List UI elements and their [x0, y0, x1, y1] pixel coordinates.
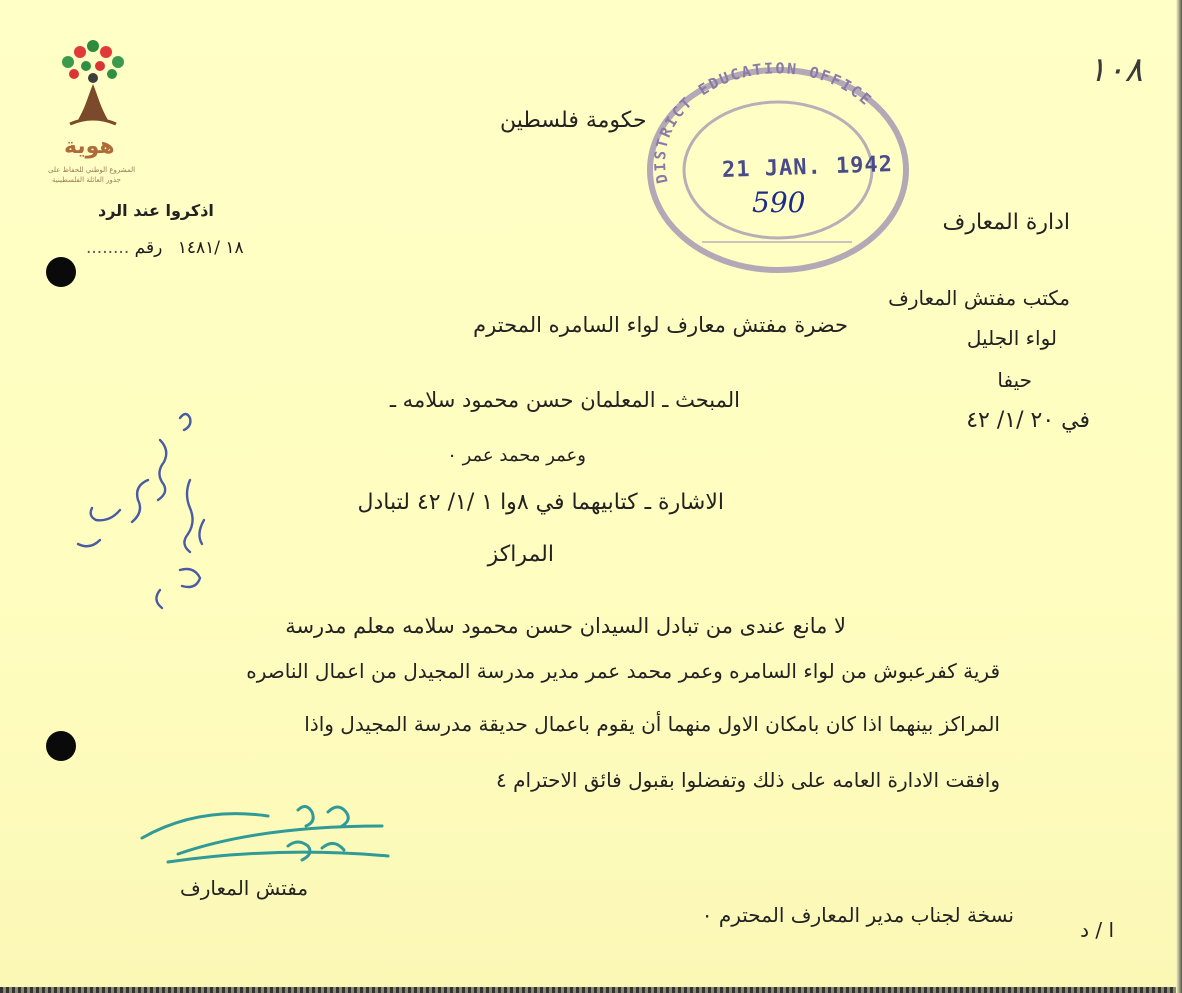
- folio-number: ١٠٨: [1088, 50, 1143, 90]
- initials: ا / د: [1080, 918, 1114, 942]
- reference-line-1: الاشارة ـ كتابيهما في ٨وا ١ /١/ ٤٢ لتبادل: [357, 490, 724, 515]
- body-line-4: وافقت الادارة العامه على ذلك وتفضلوا بقبول فائق الاحترام ٤: [496, 768, 1000, 792]
- body-line-2: قرية كفرعبوش من لواء السامره وعمر محمد عمر مدير مدرسة المجيدل من اعمال الناصره: [246, 659, 1000, 683]
- reference-number-value: ١٨ /١٤٨١: [177, 238, 244, 258]
- reference-dots: ........: [86, 238, 130, 258]
- logo-tagline-1: المشروع الوطني للحفاظ على: [48, 166, 136, 174]
- reply-note: اذكروا عند الرد: [98, 201, 214, 220]
- logo-name: هوية: [64, 134, 115, 159]
- reference-number-label: رقم: [134, 238, 163, 258]
- department-name: ادارة المعارف: [942, 210, 1070, 235]
- signature-title: مفتش المعارف: [180, 876, 309, 900]
- body-line-3: المراكز بينهما اذا كان بامكان الاول منهما أن يقوم باعمال حديقة مدرسة المجيدل واذا: [304, 712, 1000, 736]
- stamp-date: 21 JAN. 1942: [721, 152, 894, 183]
- subject-line-2: وعمر محمد عمر ٠: [447, 445, 586, 466]
- logo-tagline-2: جذور العائلة الفلسطينية: [52, 176, 121, 184]
- punch-hole-bottom: [46, 731, 76, 761]
- office-district: لواء الجليل: [966, 326, 1057, 350]
- logo: [48, 34, 138, 194]
- stamp-arc-text: DISTRICT EDUCATION OFFICE: [650, 62, 876, 186]
- marginal-handwritten-note: [40, 400, 220, 620]
- copy-note: نسخة لجناب مدير المعارف المحترم ٠: [701, 903, 1014, 927]
- scan-right-edge: [1176, 0, 1182, 993]
- government-title: حكومة فلسطين: [500, 108, 647, 133]
- body-line-1: لا مانع عندى من تبادل السيدان حسن محمود سلامه معلم مدرسة: [285, 614, 846, 638]
- letter-date: في ٢٠ /١/ ٤٢: [966, 408, 1090, 433]
- subject-line-1: المبحث ـ المعلمان حسن محمود سلامه ـ: [389, 388, 740, 412]
- addressee: حضرة مفتش معارف لواء السامره المحترم: [473, 313, 848, 337]
- scan-bottom-edge: [0, 987, 1182, 993]
- office-city: حيفا: [997, 368, 1032, 392]
- stamp-handwritten-number: 590: [752, 186, 806, 219]
- signature-scribble: [138, 796, 398, 876]
- punch-hole-top: [46, 257, 76, 287]
- reference-number: [86, 238, 254, 258]
- office-name: مكتب مفتش المعارف: [888, 286, 1070, 310]
- reference-line-2: المراكز: [487, 542, 554, 567]
- tree-logo-icon: [48, 34, 138, 134]
